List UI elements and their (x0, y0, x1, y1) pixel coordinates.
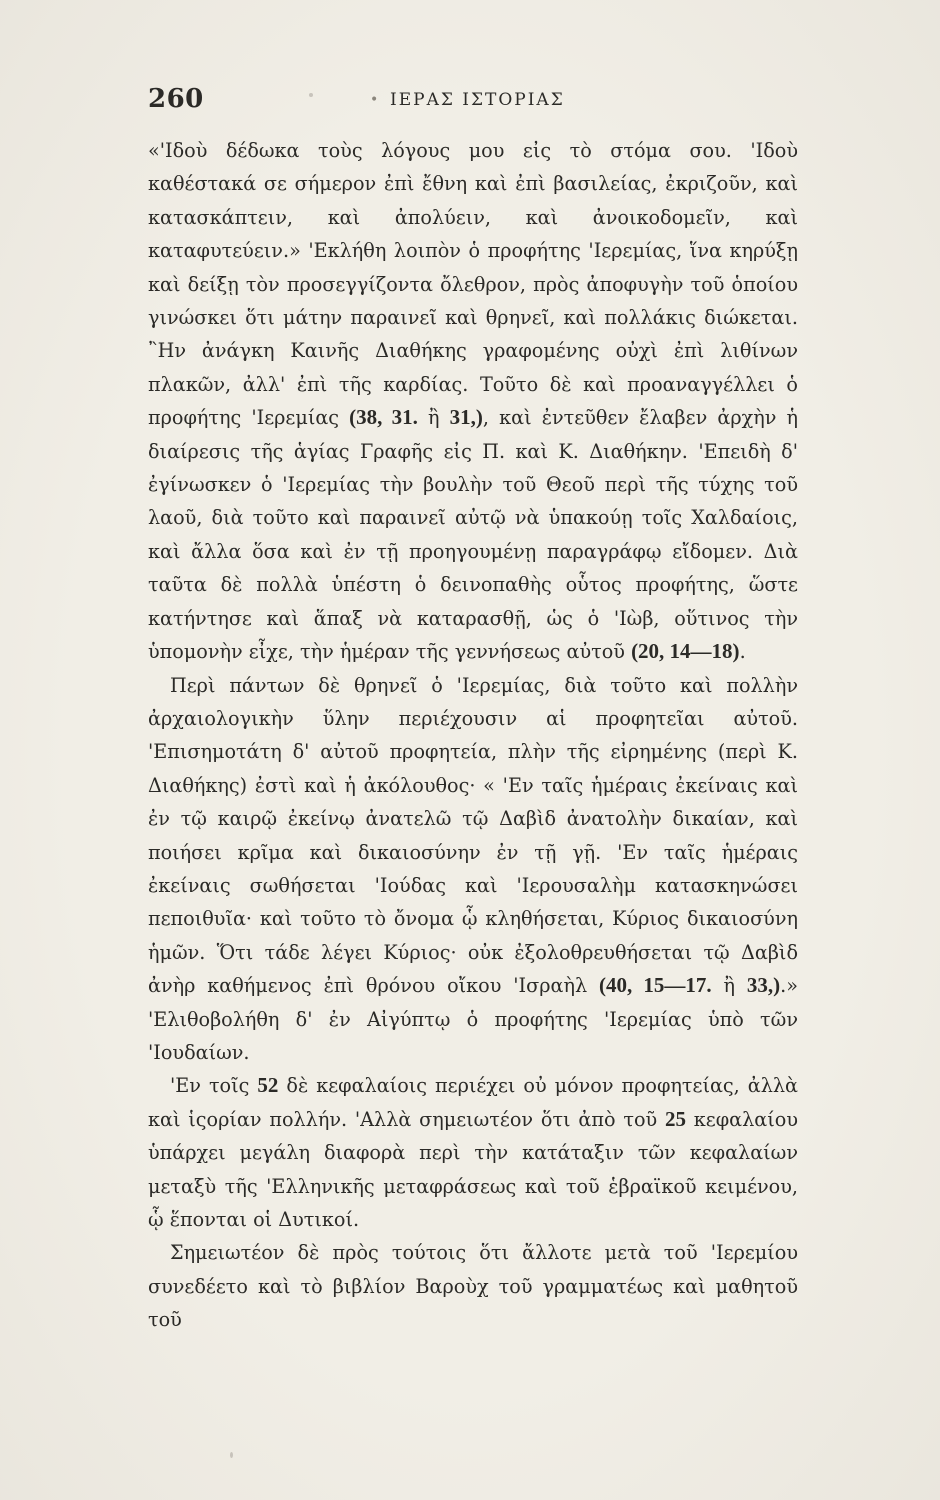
running-head: ΙΕΡΑΣ ΙΣΤΟΡΙΑΣ (390, 90, 565, 110)
paragraph-2 (148, 669, 798, 1070)
page-number: 260 (148, 84, 204, 114)
reference-number: 52 (257, 1073, 279, 1098)
page-header (148, 84, 798, 120)
text-run: 'Εν τοῖς (170, 1074, 258, 1098)
text-run: .» 'Ελιθοβολήθη δ' ἐν Αἰγύπτῳ ὁ προφήτης 'Ιερεμίας ὑπὸ τῶν 'Ιουδαίων. (148, 974, 798, 1064)
reference-number: (40, 15—17. (599, 973, 712, 998)
paper-speck (230, 1452, 233, 1458)
text-run: Σημειωτέον δὲ πρὸς τούτοις ὅτι ἄλλοτε μετὰ τοῦ 'Ιερεμίου συνεδέετο καὶ τὸ βιβλίον Βαροὺχ τοῦ γραμματέως καὶ μαθητοῦ τοῦ (148, 1241, 798, 1332)
reference-number: (38, 31. (349, 405, 418, 430)
paragraph-4 (148, 1236, 798, 1336)
text-run: , καὶ ἐντεῦθεν ἔλαβεν ἀρχὴν ἡ διαίρεσις τῆς ἁγίας Γραφῆς εἰς Π. καὶ Κ. Διαθήκην. 'Επειδὴ δ' ἐγίνωσκεν ὁ 'Ιερεμίας τὴν βουλὴν τοῦ Θεοῦ περὶ τῆς τύχης τοῦ λαοῦ, διὰ τοῦτο καὶ παραινεῖ αὐτῷ νὰ ὑπακούῃ τοῖς Χαλδαίοις, καὶ ἄλλα ὅσα καὶ ἐν τῇ προηγουμένῃ παραγράφῳ εἴδομεν. Διὰ ταῦτα δὲ πολλὰ ὑπέστη ὁ δεινοπαθὴς οὗτος προφήτης, ὥστε κατήντησε καὶ ἅπαξ νὰ καταρασθῇ, ὡς ὁ 'Ιὼβ, οὕτινος τὴν ὑπομονὴν εἶχε, τὴν ἡμέραν τῆς γεννήσεως αὐτοῦ (148, 406, 798, 664)
text-run: Περὶ πάντων δὲ θρηνεῖ ὁ 'Ιερεμίας, διὰ τοῦτο καὶ πολλὴν ἀρχαιολογικὴν ὕλην περιέχουσιν αἱ προφητεῖαι αὐτοῦ. 'Επισημοτάτη δ' αὐτοῦ προφητεία, πλὴν τῆς εἰρημένης (περὶ Κ. Διαθήκης) ἐστὶ καὶ ἡ ἀκόλουθος· « 'Εν ταῖς ἡμέραις ἐκείναις καὶ ἐν τῷ καιρῷ ἐκείνῳ ἀνατελῶ τῷ Δαβὶδ ἀνατολὴν δικαίαν, καὶ ποιήσει κρῖμα καὶ δικαιοσύνην ἐν τῇ γῇ. 'Εν ταῖς ἡμέραις ἐκείναις σωθήσεται 'Ιούδας καὶ 'Ιερουσαλὴμ κατασκηνώσει πεποιθυῖα· καὶ τοῦτο τὸ ὄνομα ᾧ κληθήσεται, Κύριος δικαιοσύνη ἡμῶν. Ὅτι τάδε λέγει Κύριος· οὐκ ἐξολοθρευθήσεται τῷ Δαβὶδ ἀνὴρ καθήμενος ἐπὶ θρόνου οἴκου 'Ισραὴλ (148, 673, 798, 998)
text-run: ἢ (417, 406, 450, 430)
reference-number: (20, 14—18) (631, 639, 740, 664)
text-run: δὲ κεφαλαίοις περιέχει οὐ μόνον προφητείας, ἀλλὰ καὶ ἱςορίαν πολλήν. 'Αλλὰ σημειωτέον ὅτι ἀπὸ τοῦ (148, 1074, 798, 1131)
paragraph-3 (148, 1069, 798, 1236)
reference-number: 25 (664, 1106, 686, 1131)
text-run: ἢ (711, 974, 747, 998)
text-run: . (739, 640, 746, 664)
text-run: κεφαλαίου ὑπάρχει μεγάλη διαφορὰ περὶ τὴν κατάταξιν τῶν κεφαλαίων μεταξὺ τῆς 'Ελληνικῆς μεταφράσεως καὶ τοῦ ἑβραϊκοῦ κειμένου, ᾧ ἕπονται οἱ Δυτικοί. (148, 1107, 798, 1231)
reference-number: 33,) (746, 973, 781, 998)
text-run: «'Ιδοὺ δέδωκα τοὺς λόγους μου εἰς τὸ στόμα σου. 'Ιδοὺ καθέστακά σε σήμερον ἐπὶ ἔθνη καὶ ἐπὶ βασιλείας, ἐκριζοῦν, καὶ κατασκάπτειν, καὶ ἀπολύειν, καὶ ἀνοικοδομεῖν, καὶ καταφυτεύειν.» 'Εκλήθη λοιπὸν ὁ προφήτης 'Ιερεμίας, ἵνα κηρύξῃ καὶ δείξῃ τὸν προσεγγίζοντα ὄλεθρον, πρὸς ἀποφυγὴν τοῦ ὁποίου γινώσκει ὅτι μάτην παραινεῖ καὶ θρηνεῖ, καὶ πολλάκις διώκεται. ῍Ην ἀνάγκη Καινῆς Διαθήκης γραφομένης οὐχὶ ἐπὶ λιθίνων πλακῶν, ἀλλ' ἐπὶ τῆς καρδίας. Τοῦτο δὲ καὶ προαναγγέλλει ὁ προφήτης 'Ιερεμίας (148, 139, 798, 430)
paper-speck (309, 93, 313, 97)
header-ornament: • (370, 92, 379, 108)
paragraph-1 (148, 134, 798, 669)
reference-number: 31,) (449, 405, 483, 430)
body-text (148, 134, 798, 1337)
